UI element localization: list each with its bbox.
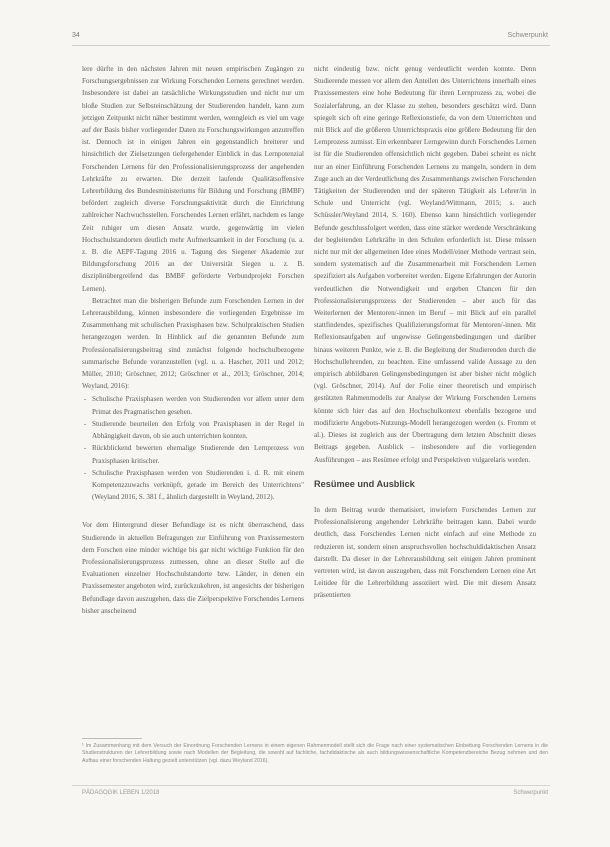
running-header: Schwerpunkt: [507, 32, 548, 39]
right-column: [314, 63, 536, 602]
list-item: - Studierende beurteilen den Erfolg von Praxisphasen in der Regel in Abhängigkeit davon, ob sie auch unterrichten konnten.: [92, 418, 304, 442]
bullet-list: [82, 393, 304, 503]
footer-rule: [72, 785, 550, 786]
page-number: 34: [72, 32, 80, 39]
footer-publication: PÄDAGOGIK LEBEN 1/2018: [82, 790, 160, 796]
paragraph: lere dürfte in den nächsten Jahren mit neuen empirischen Zugängen zu Forschungsergebnissen zur Wirkung Forschenden Lernens gerechnet werden. Insbesondere ist dabei an tatsächliche Wirkungsstudien und nicht nur um bloße Studien zur Selbsteinschätzung der Studierenden handelt, kann zum jetzigen Zeitpunkt nicht näher bestimmt werden, wenngleich es viel um vage auf der Basis bisher vorliegender Daten zu Forschungswirkungen anzutreffen ist. Dennoch ist in einigen Jahren ein gegenstandlich breiterer und hinsichtlich der Zielsetzungen tiefergehender Einblick in das Lernpotenzial Forschenden Lernens für den Professionalisierungsprozess der angehenden Lehrkräfte zu erwarten. Die derzeit laufende Qualitätsoffensive Lehrerbildung des Bundesministeriums für Bildung und Forschung (BMBF) befördert zugleich diverse Forschungsaktivität durch die Einrichtung zahlreicher Nachwuchsstellen. Forschendes Lernen erfährt, nachdem es lange Zeit ruhiger um diesen Ansatz wurde, gegenwärtig im vielen Hochschulstandorten deutlich mehr Aufmerksamkeit in der Forschung (u. a. z. B. die AEPF-Tagung 2016 u. Tagung des Siegener Akademie zur Bildungsforschung 2016 an der Universität Siegen u. z. B. disziplinübergreifend das BMBF geförderte Verbundprojekt Forschen Lernen).: [82, 65, 304, 293]
spacer: [82, 507, 304, 519]
footnote-rule: [82, 738, 142, 739]
paragraph: Betrachtet man die bisherigen Befunde zum Forschenden Lernen in der Lehrerausbildung, können insbesondere die vorliegenden Ergebnisse im Zusammenhang mit schulischen Praxisphasen bzw. Schulpraktischen Studien herangezogen werden. In Hinblick auf die genannten Befunde zum Professionalisierungsbeitrag sind zunächst folgende hochschulbezogene summarische Befunde voranzustellen (vgl. u. a. Hascher, 2011 und 2012; Müller, 2010; Gröschner, 2012; Gröschner et al., 2013; Gröschner, 2014; Weyland, 2016):: [82, 296, 304, 391]
left-column: [82, 63, 304, 617]
list-item: - Schulische Praxisphasen werden von Studierenden vor allem unter dem Primat des Pragmatischen gesehen.: [92, 393, 304, 417]
footnote: ¹ Im Zusammenhang mit dem Versuch der Einordnung Forschenden Lernens in einem eigenen Rahmenmodell stellt sich die Frage nach einer systematischen Einbettung Forschenden Lernens in die Studienstrukturen der Lehrerbildung sowie nach Modellen der Begleitung, die sowohl auf fachliche, fachdidaktische als auch bildungswissenschaftliche Kompetenzbereiche Bezug nehmen und den Aufbau einer forschenden Haltung gezielt unterstützen (vgl. dazu Weyland 2016).: [82, 743, 548, 764]
list-item: - Rückblickend bewerten ehemalige Studierende den Lernprozess von Praxisphasen kritischer.: [92, 442, 304, 466]
paragraph: In dem Beitrag wurde thematisiert, inwiefern Forschendes Lernen zur Professionalisierung angehender Lehrkräfte beitragen kann. Dabei wurde deutlich, dass Forschendes Lernen nicht einfach auf eine Methode zu reduzieren ist, sondern einen anspruchsvollen hochschuldidaktischen Ansatz darstellt. Da dieser in der Lehrerausbildung seit einigen Jahren prominent vertreten wird, ist davon auszugehen, dass mit Forschendem Lernen eine Art Leitidee für die Lehrerbildung assoziiert wird. Die mit diesem Ansatz präsentierten: [314, 505, 536, 600]
list-item: - Schulische Praxisphasen werden von Studierenden i. d. R. mit einem Kompetenzzuwachs verknüpft, gerade im Bereich des Unterrichtens" (Weyland 2016, S. 381 f., ähnlich dargestellt in Weyland, 2012).: [92, 467, 304, 504]
paragraph: nicht eindeutig bzw. nicht genug verdeutlicht werden konnte. Denn Studierende messen vor allem den Anteilen des Unterrichtens innerhalb eines Praxissemesters eine hohe Bedeutung für ihren Lernprozess zu, wobei die Sozialerfahrung, an der Klasse zu stehen, besonders geschätzt wird. Dann spiegelt sich oft eine geringe Reflexionstiefe, da von dem Unterrichten und mit Blick auf die größeren Unterrichtspraxis eine größere Bedeutung für den Lernprozess zumisst. Ein erkennbarer Lerngewinn durch Forschendes Lernen ist für die Studierenden offensichtlich nicht gegeben. Dabei scheint es nicht nur an einer Einführung Forschenden Lernens zu mangeln, sondern in dem Zuge auch an der Verdeutlichung des Zusammenhangs zwischen Forschenden Tätigkeiten der Studierenden und der späteren Tätigkeit als Lehrer/in in Schule und Unterricht (vgl. Weyland/Wittmann, 2015; s. auch Schüssler/Weyland 2014, S. 160). Ebenso kann hinsichtlich vorliegender Befunde geschlussfolgert werden, dass eine stärker werdende Verschränkung der begleitenden Lehrkräfte in den Schulen erforderlich ist. Diese müssen nicht nur mit der allgemeinen Idee eines Modell/einer Methode vertraut sein, sondern systematisch auf die Zusammenarbeit mit Forschendem Lernen spezifiziert als Aufgaben vorbereitet werden. Eigene Erfahrungen der Autorin verdeutlichen die Notwendigkeit und ergeben Chancen für den Professionalisierungsprozess der Studierenden – aber auch für das Weiterlernen der Mentoren/-innen im Beruf – mit Blick auf ein parallel stattfindendes, spezifisches Qualifizierungsformat für Mentoren/-innen. Mit Reflexionsaufgaben auf ungewisse Gelingensbedingungen und darüber hinaus weiteren Punkte, wie z. B. die Begleitung der Studierenden durch die Hochschullehrenden, zu beachten. Eine umfassend valide Aussage zu den empirisch abbildbaren Gelingensbedingungen ist aber bisher nicht möglich (vgl. Gröschner, 2014). Auf der Folie einer theoretisch und empirisch gestützten Rahmenmodells zur Analyse der Wirkung Forschenden Lernens könnte sich hier das auf den Hochschulkontext ebenfalls bezogene und modifizierte Angebots-Nutzungs-Modell herangezogen werden (s. Fromm et al.). Dieses ist zugleich aus der Übertragung dem letzten Abschnitt dieses Beitrags gegeben. Ausblick – insbesondere auf die vorliegenden Ausführungen – aus Resümee erfolgt und Perspektiven vulgarelaris werden.: [314, 65, 536, 464]
section-heading: Resümee und Ausblick: [314, 478, 415, 489]
paragraph: Vor dem Hintergrund dieser Befundlage ist es nicht überraschend, dass Studierende in aktuellen Befragungen zur Einführung von Praxissemestern dem Forschen eine minder wichtige bis gar nicht wichtige Funktion für den Professionalisierungsprozess zumessen, ohne an dieser Stelle auf die Evaluationen einzelner Hochschulstandorte bzw. Länder, in denen ein Praxissemester angeboten wird, zurückzukehren, ist angesichts der bisherigen Befundlage davon auszugehen, dass die Zielperspektive Forschendes Lernens bisher anscheinend: [82, 521, 304, 615]
footer-section: Schwerpunkt: [513, 790, 548, 796]
header-rule: [72, 45, 550, 46]
